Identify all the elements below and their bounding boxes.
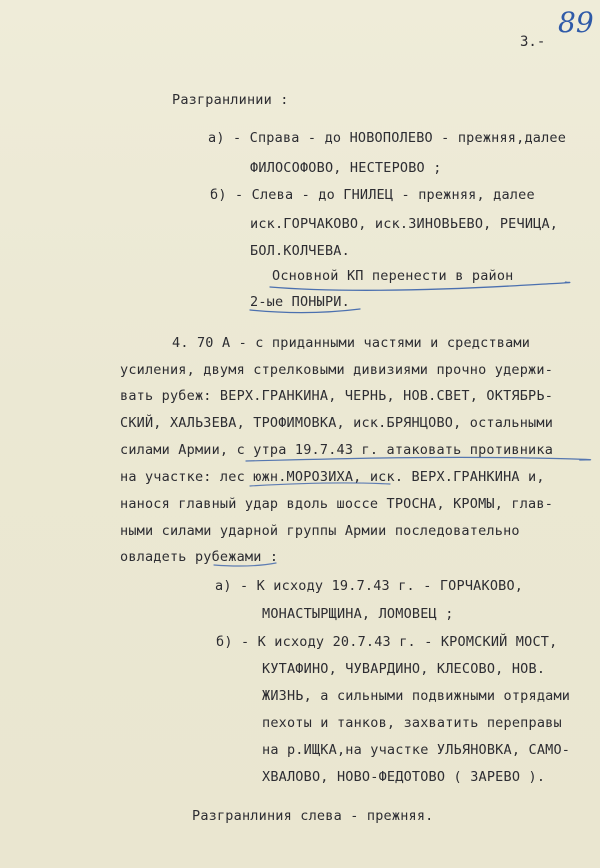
left-boundary-line: Разгранлиния слева - прежняя. [192, 808, 434, 824]
boundary-right-line-2: ФИЛОСОФОВО, НЕСТЕРОВО ; [250, 160, 442, 176]
section-4-line-6: на участке: лес южн.МОРОЗИХА, иск. ВЕРХ.ГРАНКИНА и, [120, 469, 545, 485]
typed-page-number: 3.- [520, 34, 546, 50]
deadline-a-line-1: а) - К исходу 19.7.43 г. - ГОРЧАКОВО, [215, 578, 524, 594]
section-4-line-7: нанося главный удар вдоль шоссе ТРОСНА, КРОМЫ, глав- [120, 496, 554, 512]
section-4-line-5: силами Армии, с утра 19.7.43 г. атаковать противника [120, 442, 554, 458]
boundary-right-line-1: а) - Справа - до НОВОПОЛЕВО - прежняя,далее [208, 130, 567, 146]
section-4-line-8: ными силами ударной группы Армии последовательно [120, 523, 520, 539]
deadline-b-line-1: б) - К исходу 20.7.43 г. - КРОМСКИЙ МОСТ, [216, 634, 558, 650]
deadline-b-line-6: ХВАЛОВО, НОВО-ФЕДОТОВО ( ЗАРЕВО ). [262, 769, 546, 785]
command-post-line-1: Основной КП перенести в район [272, 268, 514, 284]
section-4-line-4: СКИЙ, ХАЛЬЗЕВА, ТРОФИМОВКА, иск.БРЯНЦОВО, остальными [120, 415, 554, 431]
boundary-left-line-1: б) - Слева - до ГНИЛЕЦ - прежняя, далее [210, 187, 535, 203]
handwritten-page-number: 89 [558, 6, 594, 39]
boundaries-heading: Разгранлинии : [172, 92, 289, 108]
deadline-b-line-5: на р.ИЩКА,на участке УЛЬЯНОВКА, САМО- [262, 742, 571, 758]
underline-poniry [250, 309, 360, 313]
deadline-b-line-3: ЖИЗНЬ, а сильными подвижными отрядами [262, 688, 571, 704]
deadline-b-line-4: пехоты и танков, захватить переправы [262, 715, 562, 731]
boundary-left-line-3: БОЛ.КОЛЧЕВА. [250, 243, 350, 259]
underline-morozikha [250, 483, 390, 486]
section-4-line-9: овладеть рубежами : [120, 549, 279, 565]
underline-rubezhami [214, 563, 276, 566]
section-4-line-1: 4. 70 А - с приданными частями и средствами [172, 335, 531, 351]
section-4-line-3: вать рубеж: ВЕРХ.ГРАНКИНА, ЧЕРНЬ, НОВ.СВЕТ, ОКТЯБРЬ- [120, 388, 554, 404]
underline-command-post [270, 282, 570, 290]
command-post-line-2: 2-ые ПОНЫРИ. [250, 294, 350, 310]
boundary-left-line-2: иск.ГОРЧАКОВО, иск.ЗИНОВЬЕВО, РЕЧИЦА, [250, 216, 559, 232]
underline-attack-date [246, 457, 591, 461]
deadline-a-line-2: МОНАСТЫРЩИНА, ЛОМОВЕЦ ; [262, 606, 454, 622]
deadline-b-line-2: КУТАФИНО, ЧУВАРДИНО, КЛЕСОВО, НОВ. [262, 661, 546, 677]
section-4-line-2: усиления, двумя стрелковыми дивизиями прочно удержи- [120, 362, 554, 378]
